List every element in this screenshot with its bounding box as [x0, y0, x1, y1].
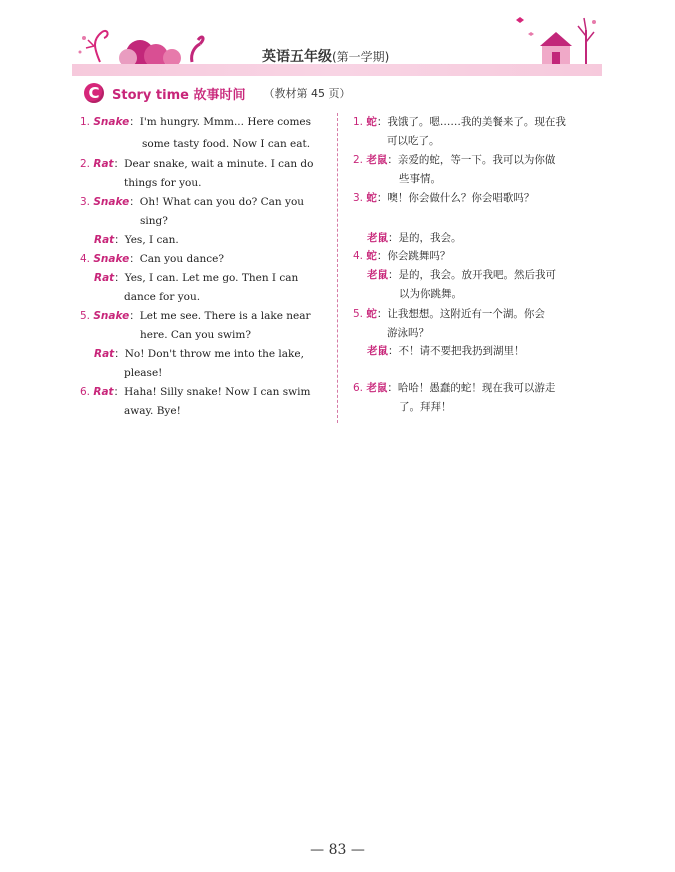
section-badge: C — [84, 83, 104, 103]
dialogue-line: Rat：No! Don't throw me into the lake, — [94, 348, 304, 360]
dialogue-line: Rat：Yes, I can. — [94, 234, 179, 246]
dialogue-line: 2. Rat：Dear snake, wait a minute. I can do — [80, 158, 314, 170]
dialogue-line: sing? — [140, 215, 168, 227]
translation-line: 游泳吗？ — [387, 327, 429, 339]
translation-line: 老鼠：是的，我会。放开我吧。然后我可 — [367, 269, 556, 281]
section-title: Story time 故事时间 — [112, 87, 246, 103]
translation-line: 老鼠：不！请不要把我扔到湖里！ — [367, 345, 525, 357]
dialogue-line: please! — [124, 367, 163, 379]
translation-line: 1. 蛇：我饿了。嗯……我的美餐来了。现在我 — [353, 116, 566, 128]
textbook-reference: （教材第 45 页） — [263, 87, 351, 100]
dialogue-line: away. Bye! — [124, 405, 181, 417]
translation-line: 5. 蛇：让我想想。这附近有一个湖。你会 — [353, 308, 545, 320]
page-number: — 83 — — [310, 842, 365, 858]
dialogue-line: Rat：Yes, I can. Let me go. Then I can — [94, 272, 299, 284]
translation-line: 6. 老鼠：哈哈！愚蠢的蛇！现在我可以游走 — [353, 382, 556, 394]
flower-decoration-icon — [72, 12, 212, 68]
dialogue-line: 3. Snake：Oh! What can you do? Can you — [80, 196, 305, 208]
column-divider — [337, 113, 338, 423]
dialogue-line: 4. Snake：Can you dance? — [80, 253, 224, 265]
translation-line: 些事情。 — [399, 173, 441, 185]
dialogue-line: 6. Rat：Haha! Silly snake! Now I can swim — [80, 386, 311, 398]
translation-line: 可以吃了。 — [387, 135, 440, 147]
translation-line: 4. 蛇：你会跳舞吗？ — [353, 250, 451, 262]
dialogue-line: some tasty food. Now I can eat. — [142, 138, 311, 150]
section-heading — [84, 82, 350, 104]
dialogue-line: dance for you. — [124, 291, 201, 303]
book-title: 英语五年级(第一学期) — [262, 49, 390, 65]
page-header — [72, 12, 602, 74]
translation-line: 以为你跳舞。 — [399, 288, 462, 300]
translation-line: 2. 老鼠：亲爱的蛇，等一下。我可以为你做 — [353, 154, 556, 166]
translation-line: 了。拜拜！ — [399, 401, 452, 413]
dialogue-line: here. Can you swim? — [140, 329, 251, 341]
translation-line: 老鼠：是的，我会。 — [367, 232, 462, 244]
dialogue-line: things for you. — [124, 177, 202, 189]
house-tree-decoration-icon — [502, 12, 602, 68]
dialogue-line: 5. Snake：Let me see. There is a lake near — [80, 310, 311, 322]
dialogue-line: 1. Snake：I'm hungry. Mmm... Here comes — [80, 116, 312, 128]
translation-line: 3. 蛇：噢！你会做什么？你会唱歌吗？ — [353, 192, 535, 204]
